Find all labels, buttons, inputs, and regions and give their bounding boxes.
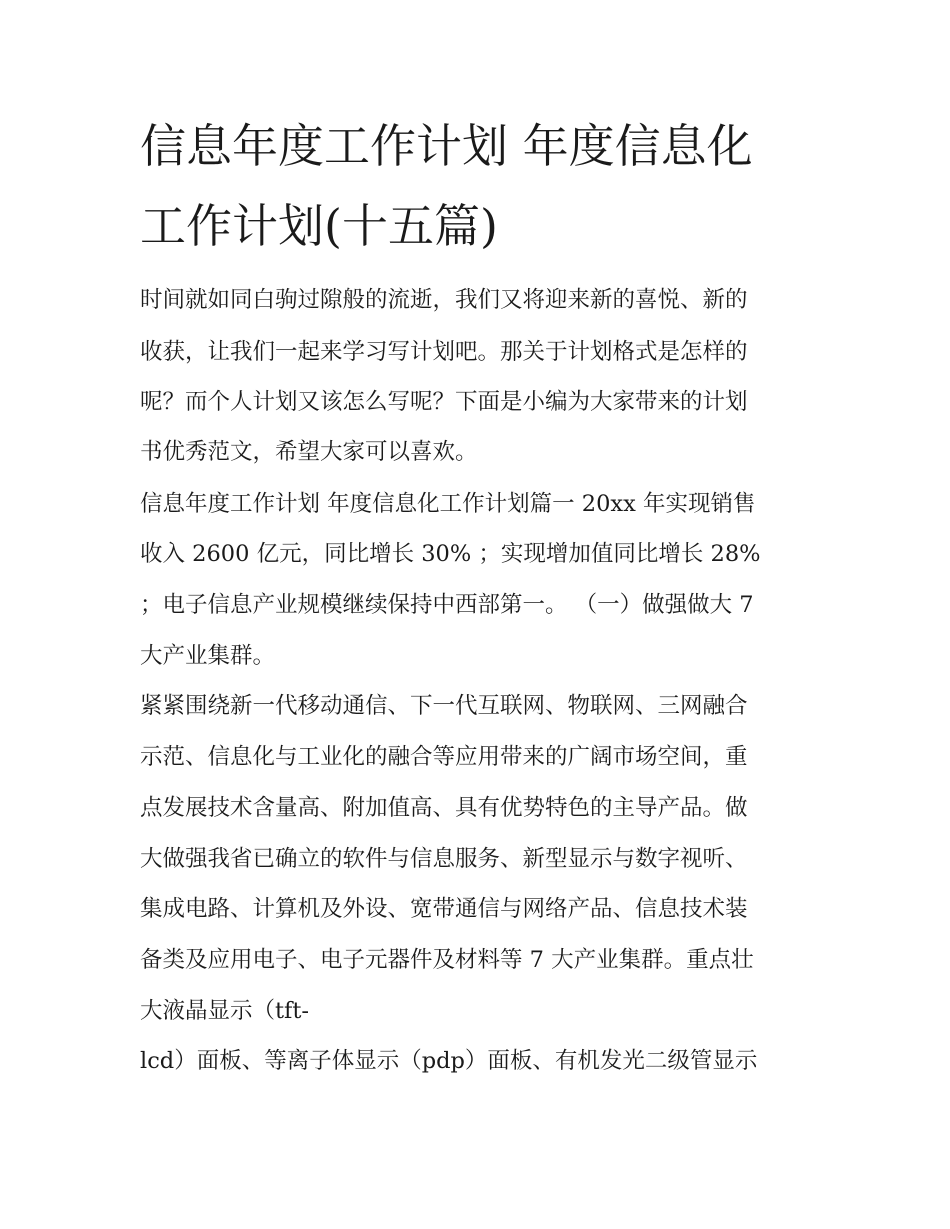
document-title-line-1: 信息年度工作计划 年度信息化 xyxy=(140,119,753,173)
body-line: 紧紧围绕新一代移动通信、下一代互联网、物联网、三网融合 xyxy=(140,693,748,719)
body-line: 集成电路、计算机及外设、宽带通信与网络产品、信息技术装 xyxy=(140,896,748,922)
body-line: 时间就如同白驹过隙般的流逝，我们又将迎来新的喜悦、新的 xyxy=(140,287,748,313)
body-line: 大做强我省已确立的软件与信息服务、新型显示与数字视听、 xyxy=(140,846,748,872)
document-title-line-2: 工作计划(十五篇) xyxy=(140,199,498,253)
body-line: 收入 2600 亿元，同比增长 30% ；实现增加值同比增长 28% xyxy=(140,541,761,567)
body-line: 大产业集群。 xyxy=(140,643,276,669)
body-line: lcd）面板、等离子体显示（pdp）面板、有机发光二级管显示 xyxy=(140,1048,758,1074)
body-line: 备类及应用电子、电子元器件及材料等 7 大产业集群。重点壮 xyxy=(140,947,754,973)
body-line: 呢？而个人计划又该怎么写呢？下面是小编为大家带来的计划 xyxy=(140,389,748,415)
body-line: ；电子信息产业规模继续保持中西部第一。 （一）做强做大 7 xyxy=(140,592,754,618)
body-line: 大液晶显示（tft- xyxy=(140,998,310,1024)
body-line: 书优秀范文，希望大家可以喜欢。 xyxy=(140,439,478,465)
body-line: 示范、信息化与工业化的融合等应用带来的广阔市场空间，重 xyxy=(140,744,748,770)
body-line: 信息年度工作计划 年度信息化工作计划篇一 20xx 年实现销售 xyxy=(140,491,756,517)
body-line: 点发展技术含量高、附加值高、具有优势特色的主导产品。做 xyxy=(140,795,748,821)
body-line: 收获，让我们一起来学习写计划吧。那关于计划格式是怎样的 xyxy=(140,339,748,365)
